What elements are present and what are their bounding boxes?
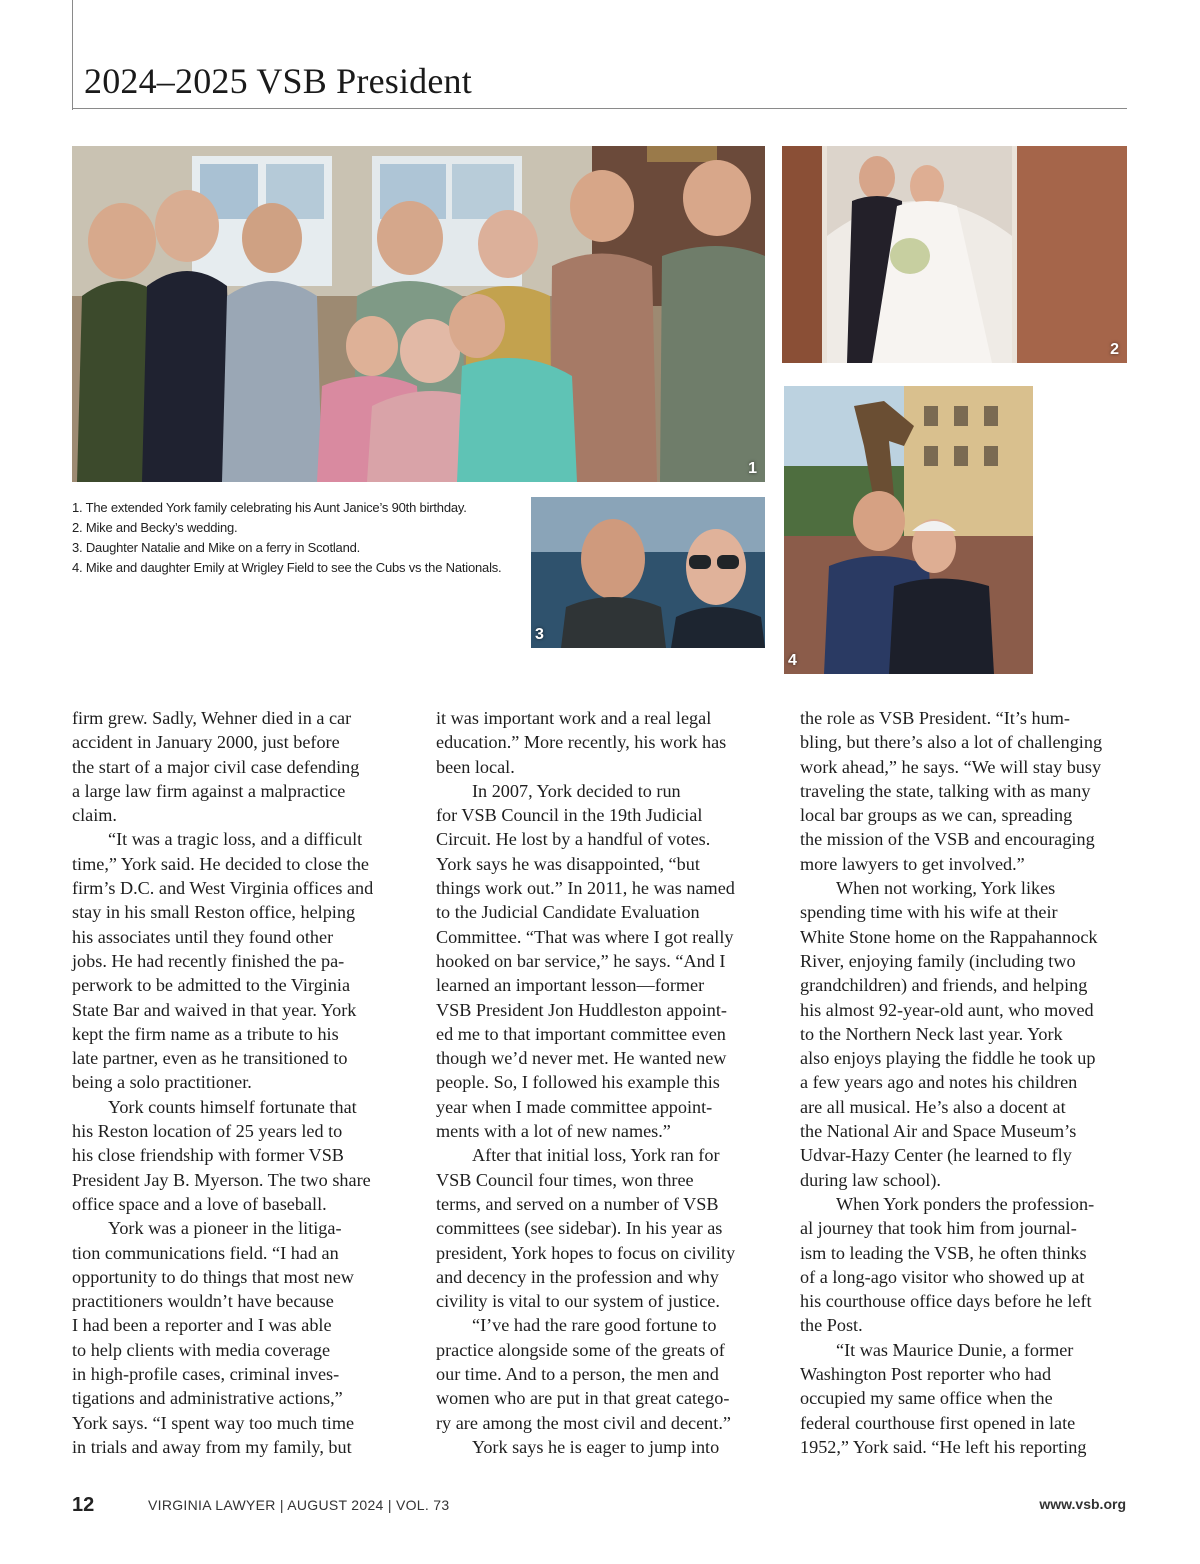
text-line: to the Judicial Candidate Evaluation bbox=[436, 902, 700, 923]
photo-family-group bbox=[72, 146, 765, 482]
photo-ferry-selfie bbox=[531, 497, 765, 648]
text-line: occupied my same office when the bbox=[800, 1388, 1053, 1409]
text-line: al journey that took him from journal- bbox=[800, 1218, 1077, 1239]
text-line: in high-profile cases, criminal inves- bbox=[72, 1364, 340, 1385]
caption-1: 1. The extended York family celebrating his Aunt Janice’s 90th birthday. bbox=[72, 500, 467, 515]
text-line: federal courthouse first opened in late bbox=[800, 1412, 1076, 1433]
text-line: time,” York said. He decided to close the bbox=[72, 853, 369, 874]
photo-number-4: 4 bbox=[788, 652, 797, 669]
text-line: and decency in the profession and why bbox=[436, 1266, 719, 1287]
page-number: 12 bbox=[72, 1494, 95, 1516]
text-line: our time. And to a person, the men and bbox=[436, 1364, 719, 1385]
text-line: tigations and administrative actions,” bbox=[72, 1388, 343, 1409]
text-line: ed me to that important committee even bbox=[436, 1023, 726, 1044]
text-line: his associates until they found other bbox=[72, 926, 334, 947]
text-line: firm grew. Sadly, Wehner died in a car bbox=[72, 708, 352, 728]
text-line: River, enjoying family (including two bbox=[800, 950, 1076, 971]
text-line: grandchildren) and friends, and helping bbox=[800, 975, 1088, 996]
text-line: spending time with his wife at their bbox=[800, 902, 1058, 923]
text-line: the National Air and Space Museum’s bbox=[800, 1121, 1077, 1142]
text-line: work ahead,” he says. “We will stay busy bbox=[800, 756, 1102, 777]
text-line: for VSB Council in the 19th Judicial bbox=[436, 805, 703, 826]
website-url[interactable]: www.vsb.org bbox=[1039, 1496, 1126, 1512]
article-column-1 bbox=[72, 706, 402, 1459]
text-line: “It was a tragic loss, and a difficult bbox=[108, 829, 363, 850]
text-line: women who are put in that great catego- bbox=[436, 1388, 730, 1409]
text-line: York says he was disappointed, “but bbox=[436, 853, 700, 874]
text-line: during law school). bbox=[800, 1169, 941, 1190]
article-column-3 bbox=[800, 706, 1130, 1459]
text-line: President Jay B. Myerson. The two share bbox=[72, 1169, 371, 1190]
text-line: his almost 92-year-old aunt, who moved bbox=[800, 999, 1094, 1020]
publication-info: VIRGINIA LAWYER | AUGUST 2024 | VOL. 73 bbox=[148, 1497, 450, 1513]
text-line: I had been a reporter and I was able bbox=[72, 1315, 332, 1336]
text-line: York says. “I spent way too much time bbox=[72, 1412, 355, 1433]
text-line: traveling the state, talking with as many bbox=[800, 780, 1091, 801]
text-line: “It was Maurice Dunie, a former bbox=[836, 1339, 1074, 1360]
text-line: his courthouse office days before he left bbox=[800, 1291, 1092, 1312]
text-line: York counts himself fortunate that bbox=[108, 1096, 357, 1117]
text-line: office space and a love of baseball. bbox=[72, 1193, 327, 1214]
text-line: ism to leading the VSB, he often thinks bbox=[800, 1242, 1087, 1263]
text-line: more lawyers to get involved.” bbox=[800, 853, 1025, 874]
text-line: his Reston location of 25 years led to bbox=[72, 1121, 343, 1142]
text-line: his close friendship with former VSB bbox=[72, 1145, 344, 1166]
text-line: ments with a lot of new names.” bbox=[436, 1121, 671, 1142]
text-line: York says he is eager to jump into bbox=[472, 1436, 720, 1457]
text-line: Circuit. He lost by a handful of votes. bbox=[436, 829, 711, 850]
text-line: hooked on bar service,” he says. “And I bbox=[436, 950, 726, 971]
text-line: Committee. “That was where I got really bbox=[436, 926, 734, 947]
text-line: people. So, I followed his example this bbox=[436, 1072, 720, 1093]
text-line: the mission of the VSB and encouraging bbox=[800, 829, 1095, 850]
section-title: 2024–2025 VSB President bbox=[84, 61, 472, 101]
text-line: to help clients with media coverage bbox=[72, 1339, 331, 1360]
text-line: a few years ago and notes his children bbox=[800, 1072, 1078, 1093]
text-line: stay in his small Reston office, helping bbox=[72, 902, 356, 923]
text-line: practitioners wouldn’t have because bbox=[72, 1291, 334, 1312]
text-line: jobs. He had recently finished the pa- bbox=[72, 950, 345, 971]
photo-number-3: 3 bbox=[535, 626, 544, 643]
text-line: to the Northern Neck last year. York bbox=[800, 1023, 1063, 1044]
text-line: kept the firm name as a tribute to his bbox=[72, 1023, 339, 1044]
photo-wrigley-field bbox=[784, 386, 1033, 674]
text-line: it was important work and a real legal bbox=[436, 708, 712, 728]
text-line: tion communications field. “I had an bbox=[72, 1242, 339, 1263]
text-line: firm’s D.C. and West Virginia offices and bbox=[72, 878, 374, 899]
text-line: year when I made committee appoint- bbox=[436, 1096, 713, 1117]
text-line: Udvar-Hazy Center (he learned to fly bbox=[800, 1145, 1072, 1166]
caption-4: 4. Mike and daughter Emily at Wrigley Field to see the Cubs vs the Nationals. bbox=[72, 560, 502, 575]
text-line: also enjoys playing the fiddle he took up bbox=[800, 1048, 1096, 1069]
text-line: When York ponders the profession- bbox=[836, 1193, 1095, 1214]
text-line: education.” More recently, his work has bbox=[436, 732, 727, 753]
photo-number-1: 1 bbox=[748, 460, 757, 477]
header-rule-vertical bbox=[72, 0, 73, 110]
text-line: State Bar and waived in that year. York bbox=[72, 999, 357, 1020]
text-line: ry are among the most civil and decent.” bbox=[436, 1412, 731, 1433]
text-line: the Post. bbox=[800, 1315, 863, 1336]
text-line: been local. bbox=[436, 756, 515, 777]
text-line: perwork to be admitted to the Virginia bbox=[72, 975, 351, 996]
article-column-2 bbox=[436, 706, 766, 1459]
text-line: of a long-ago visitor who showed up at bbox=[800, 1266, 1085, 1287]
text-line: When not working, York likes bbox=[836, 878, 1056, 899]
text-line: being a solo practitioner. bbox=[72, 1072, 252, 1093]
text-line: In 2007, York decided to run bbox=[472, 780, 681, 801]
text-line: York was a pioneer in the litiga- bbox=[108, 1218, 342, 1239]
text-line: committees (see sidebar). In his year as bbox=[436, 1218, 723, 1239]
text-line: a large law firm against a malpractice bbox=[72, 780, 346, 801]
text-line: things work out.” In 2011, he was named bbox=[436, 878, 735, 899]
text-line: claim. bbox=[72, 805, 117, 826]
photo-number-2: 2 bbox=[1110, 341, 1119, 358]
text-line: though we’d never met. He wanted new bbox=[436, 1048, 727, 1069]
text-line: accident in January 2000, just before bbox=[72, 732, 340, 753]
text-line: opportunity to do things that most new bbox=[72, 1266, 354, 1287]
text-line: After that initial loss, York ran for bbox=[472, 1145, 720, 1166]
text-line: local bar groups as we can, spreading bbox=[800, 805, 1073, 826]
text-line: Washington Post reporter who had bbox=[800, 1364, 1052, 1385]
photo-wedding bbox=[782, 146, 1127, 363]
text-line: the role as VSB President. “It’s hum- bbox=[800, 708, 1070, 728]
text-line: terms, and served on a number of VSB bbox=[436, 1193, 719, 1214]
caption-2: 2. Mike and Becky’s wedding. bbox=[72, 520, 238, 535]
text-line: VSB Council four times, won three bbox=[436, 1169, 694, 1190]
text-line: “I’ve had the rare good fortune to bbox=[472, 1315, 717, 1336]
text-line: are all musical. He’s also a docent at bbox=[800, 1096, 1066, 1117]
photo-captions bbox=[72, 498, 522, 578]
text-line: White Stone home on the Rappahannock bbox=[800, 926, 1098, 947]
text-line: late partner, even as he transitioned to bbox=[72, 1048, 348, 1069]
text-line: VSB President Jon Huddleston appoint- bbox=[436, 999, 727, 1020]
text-line: learned an important lesson—former bbox=[436, 975, 705, 996]
text-line: civility is vital to our system of justice. bbox=[436, 1291, 720, 1312]
text-line: bling, but there’s also a lot of challenging bbox=[800, 732, 1103, 753]
caption-3: 3. Daughter Natalie and Mike on a ferry in Scotland. bbox=[72, 540, 361, 555]
text-line: president, York hopes to focus on civility bbox=[436, 1242, 736, 1263]
text-line: the start of a major civil case defending bbox=[72, 756, 360, 777]
text-line: 1952,” York said. “He left his reporting bbox=[800, 1436, 1087, 1457]
text-line: in trials and away from my family, but bbox=[72, 1436, 352, 1457]
text-line: practice alongside some of the greats of bbox=[436, 1339, 725, 1360]
header-rule-horizontal bbox=[72, 108, 1127, 109]
